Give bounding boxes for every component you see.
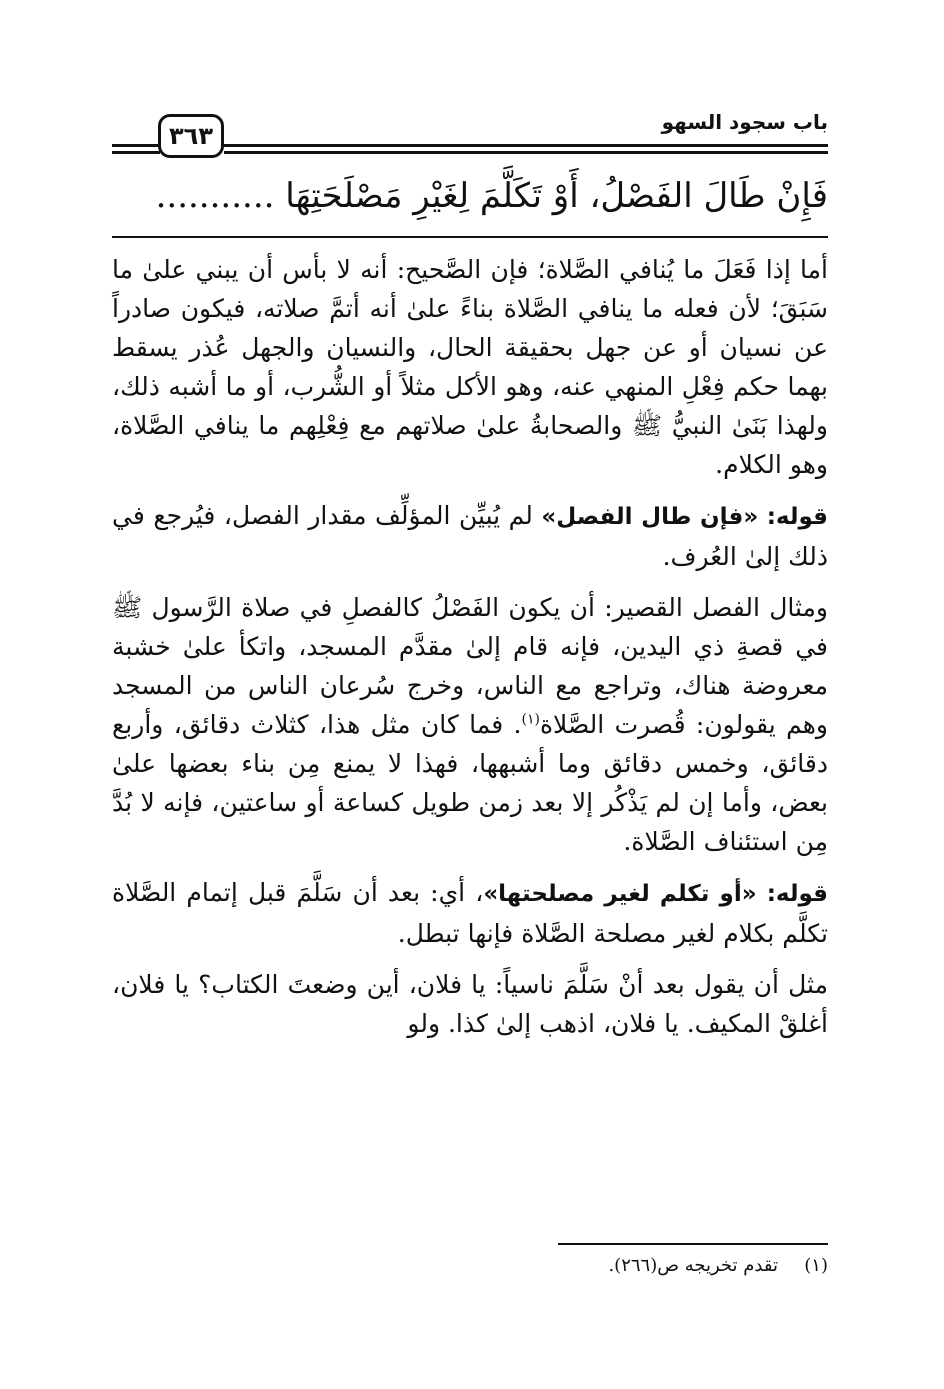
commentary-body bbox=[112, 250, 828, 1055]
chapter-title: باب سجود السهو bbox=[656, 110, 828, 134]
paragraph: ومثال الفصل القصير: أن يكون الفَصْلُ كالفصلِ في صلاة الرَّسول ﷺ في قصةِ ذي اليدين، فإنه قام إلىٰ مقدَّم المسجد، واتكأ علىٰ خشبة معروضة هناك، وتراجع مع الناس، وخرج سُرعان الناس من المسجد وهم يقولون: قُصرت الصَّلاة$^{(١)}$. فما كان مثل هذا، كثلاث دقائق، وأربع دقائق، وخمس دقائق وما أشبهها، فهذا لا يمنع مِن بناء بعضها علىٰ بعض، وأما إن لم يَذْكُر إلا بعد زمن طويل كساعة أو ساعتين، فإنه لا بُدَّ مِن استئناف الصَّلاة. bbox=[112, 593, 828, 856]
footnote-text: تقدم تخريجه ص(٢٦٦). bbox=[608, 1255, 778, 1276]
header-rule bbox=[112, 144, 160, 147]
paragraph: قوله: «أو تكلم لغير مصلحتها»، أي: بعد أن سَلَّمَ قبل إتمام الصَّلاة تكلَّم بكلام لغير مصلحة الصَّلاة فإنها تبطل. bbox=[112, 878, 828, 948]
header-rule bbox=[224, 151, 828, 154]
footnote-number: (١) bbox=[804, 1255, 828, 1276]
quote-label: قوله: bbox=[766, 504, 828, 530]
footnote-divider bbox=[558, 1243, 828, 1245]
quoted-matn: «أو تكلم لغير مصلحتها» bbox=[483, 881, 757, 907]
quoted-matn: «فإن طال الفصل» bbox=[541, 504, 759, 530]
paragraph: قوله: «فإن طال الفصل» لم يُبيِّن المؤلِّف مقدار الفصل، فيُرجع في ذلك إلىٰ العُرف. bbox=[112, 501, 828, 571]
matn-divider bbox=[112, 236, 828, 238]
paragraph: أما إذا فَعَلَ ما يُنافي الصَّلاة؛ فإن الصَّحيح: أنه لا بأس أن يبني علىٰ ما سَبَقَ؛ لأن فعله ما ينافي الصَّلاة بناءً علىٰ أنه أتمَّ صلاته، فيكون صادراً عن نسيان أو عن جهل بحقيقة الحال، والنسيان والجهل عُذر يسقط بهما حكم فِعْلِ المنهي عنه، وهو الأكل مثلاً أو الشُّرب، أو ما أشبه ذلك، ولهذا بَنَىٰ النبيُّ ﷺ والصحابةُ علىٰ صلاتهم مع فِعْلِهم ما ينافي الصَّلاة، وهو الكلام. bbox=[112, 255, 828, 479]
page-number: ٣٦٣ bbox=[158, 114, 224, 158]
quote-label: قوله: bbox=[766, 881, 828, 907]
footnote-marker: (١) bbox=[521, 711, 540, 728]
header-rule bbox=[224, 144, 828, 147]
running-header bbox=[112, 100, 828, 160]
footnote bbox=[328, 1252, 828, 1280]
paragraph: مثل أن يقول بعد أنْ سَلَّمَ ناسياً: يا فلان، أين وضعتَ الكتاب؟ يا فلان، أغلقْ المكيف. يا فلان، اذهب إلىٰ كذا. ولو bbox=[112, 970, 828, 1038]
header-rule bbox=[112, 151, 160, 154]
matn-text: فَإِنْ طَالَ الفَصْلُ، أَوْ تَكَلَّمَ لِغَيْرِ مَصْلَحَتِهَا ........... bbox=[155, 176, 828, 216]
